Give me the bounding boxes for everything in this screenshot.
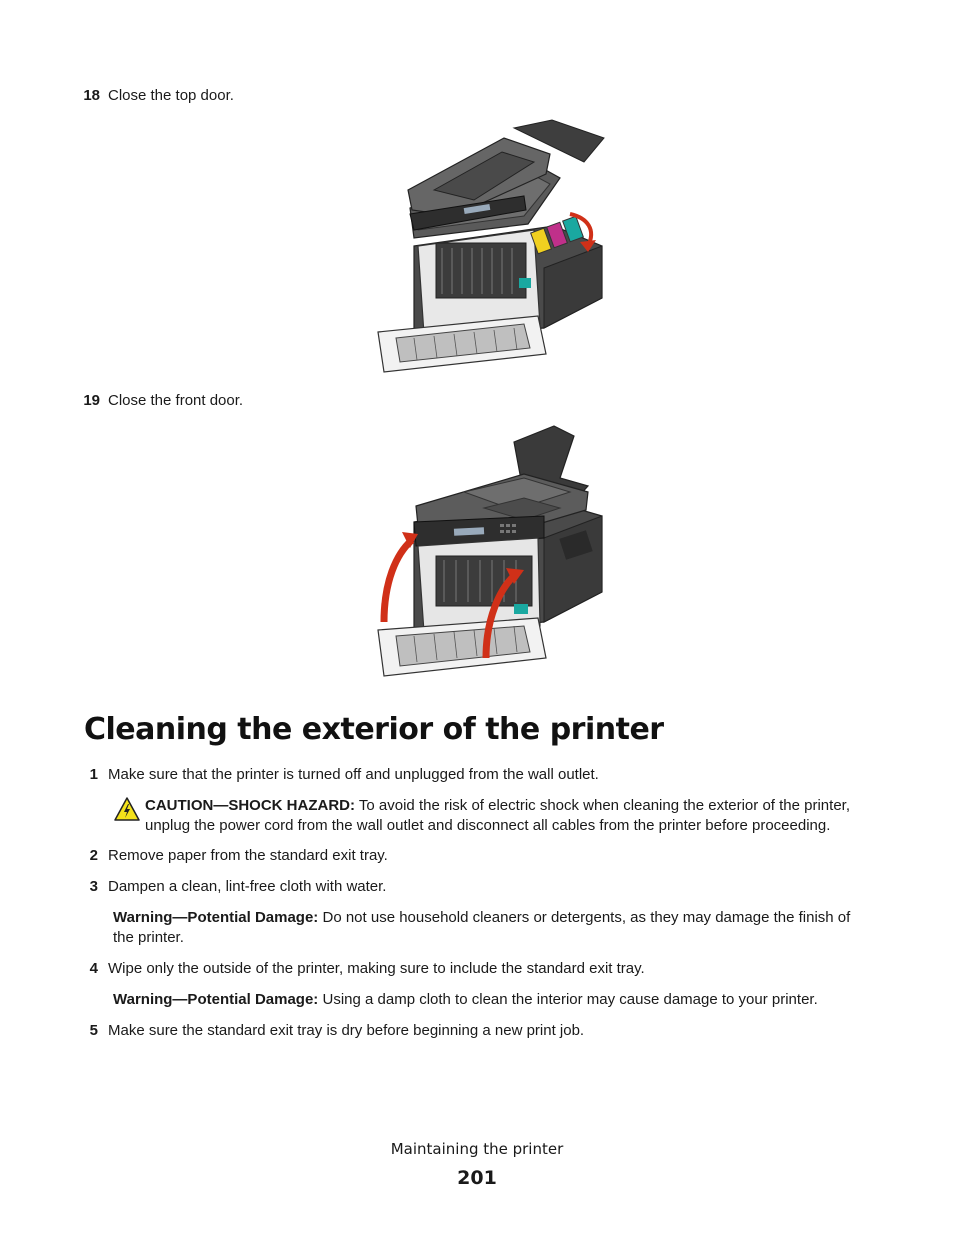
warning-note-2 — [113, 990, 883, 1010]
step-text: Dampen a clean, lint-free cloth with water. — [108, 878, 387, 895]
footer-chapter-title: Maintaining the printer — [390, 1140, 564, 1158]
step-number: 4 — [89, 960, 98, 977]
step-number: 18 — [83, 87, 100, 104]
step-text: Close the front door. — [108, 392, 244, 409]
section-title: Cleaning the exterior of the printer — [84, 712, 664, 747]
caution-text-line1: To avoid the risk of electric shock when cleaning the exterior of the printer, — [358, 797, 850, 814]
warning-text-line1: Do not use household cleaners or detergents, as they may damage the finish of — [322, 909, 851, 926]
step-text: Wipe only the outside of the printer, making sure to include the standard exit tray. — [108, 960, 645, 977]
step-number: 2 — [89, 847, 98, 864]
caution-label: CAUTION—SHOCK HAZARD: — [145, 797, 355, 814]
page-number: 201 — [457, 1167, 497, 1189]
printer-front-door-illustration — [374, 422, 606, 680]
caution-note — [145, 796, 885, 836]
warning-label: Warning—Potential Damage: — [113, 909, 319, 926]
step-text: Remove paper from the standard exit tray. — [108, 847, 388, 864]
step-text: Make sure that the printer is turned off and unplugged from the wall outlet. — [108, 766, 599, 783]
step-text: Close the top door. — [108, 87, 234, 104]
step-number: 5 — [89, 1022, 98, 1039]
warning-text-line2: the printer. — [113, 929, 184, 946]
step-text: Make sure the standard exit tray is dry before beginning a new print job. — [108, 1022, 585, 1039]
step-number: 19 — [83, 392, 100, 409]
caution-icon — [114, 796, 140, 822]
warning-text: Using a damp cloth to clean the interior may cause damage to your printer. — [322, 991, 818, 1008]
step-number: 1 — [89, 766, 98, 783]
warning-note-1 — [113, 908, 883, 948]
printer-top-door-illustration — [374, 118, 606, 376]
caution-text-line2: unplug the power cord from the wall outlet and disconnect all cables from the printer before proceeding. — [145, 817, 831, 834]
warning-label: Warning—Potential Damage: — [113, 991, 319, 1008]
step-number: 3 — [89, 878, 98, 895]
